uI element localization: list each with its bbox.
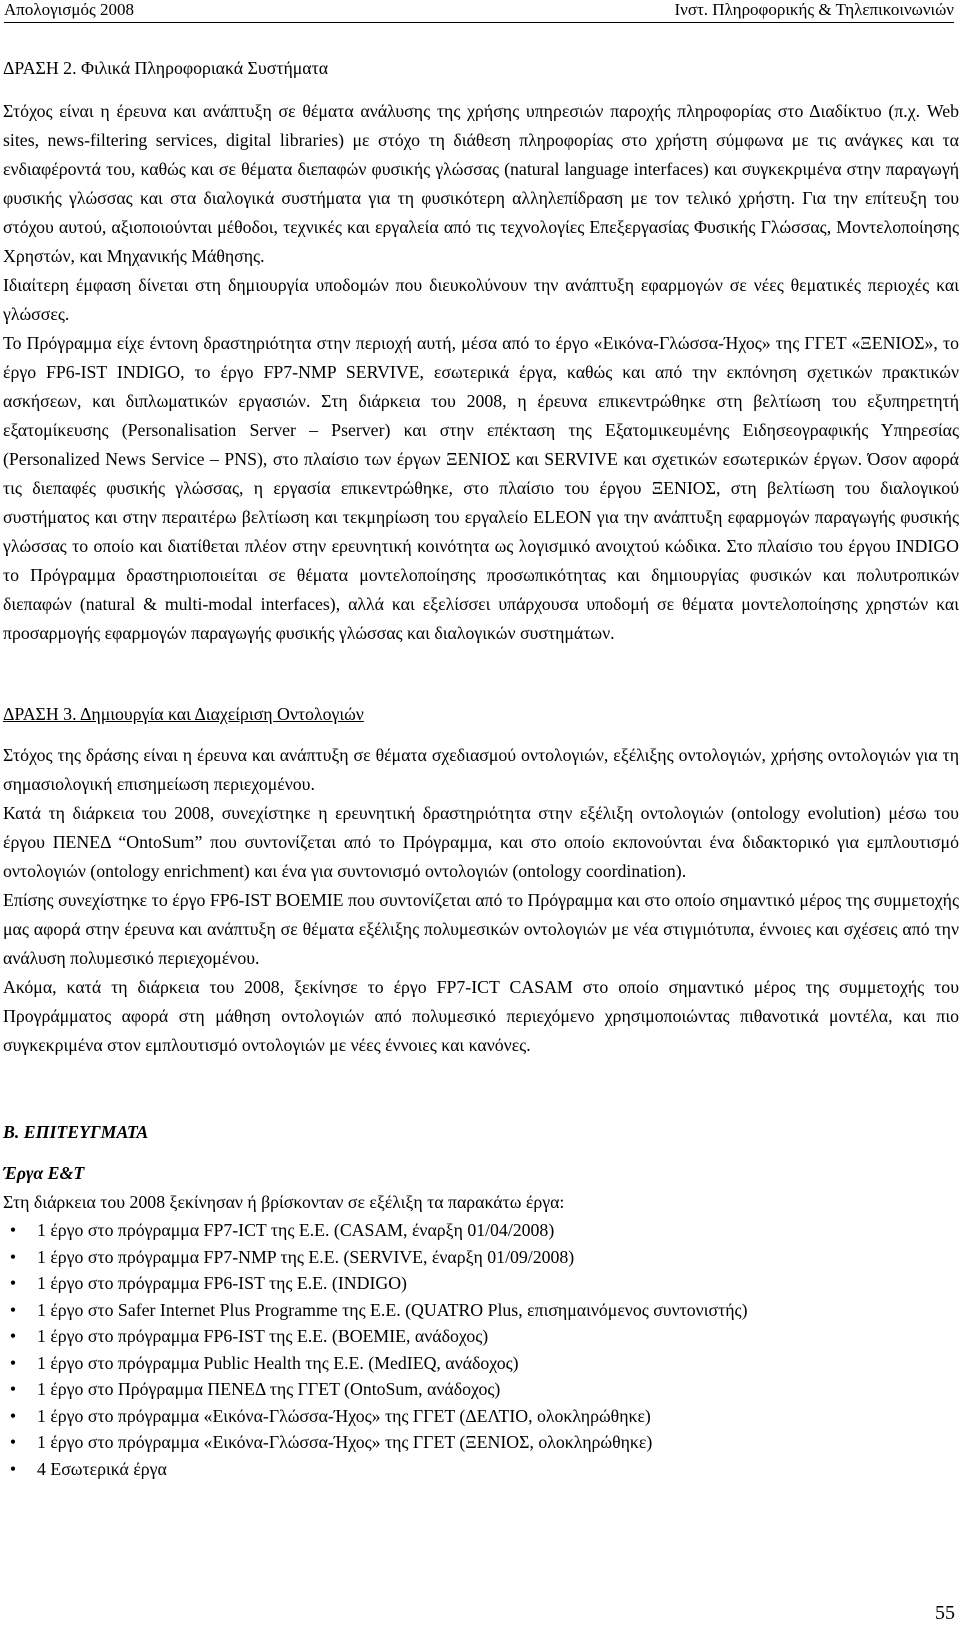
bullet-icon: • <box>9 1432 17 1452</box>
action2-title: ΔΡΑΣΗ 2. Φιλικά Πληροφοριακά Συστήματα <box>3 58 329 78</box>
list-item <box>3 1456 959 1483</box>
bullet-icon: • <box>9 1326 17 1346</box>
list-item <box>3 1376 959 1403</box>
list-item-text: 1 έργο στο πρόγραμμα «Εικόνα-Γλώσσα-Ήχος» της ΓΓΕΤ (ΞΕΝΙΟΣ, ολοκληρώθηκε) <box>37 1432 653 1452</box>
list-item <box>3 1323 959 1350</box>
action3-title: ΔΡΑΣΗ 3. Δημιουργία και Διαχείριση Οντολογιών <box>3 704 364 724</box>
bullet-icon: • <box>9 1299 17 1320</box>
list-item-text: 1 έργο στο πρόγραμμα FP6-IST της Ε.Ε. (INDIGO) <box>37 1273 407 1293</box>
bullet-icon: • <box>9 1273 17 1293</box>
list-item <box>3 1350 959 1377</box>
list-item-text: 1 έργο στο Safer Internet Plus Programme της Ε.Ε. (QUATRO Plus, επισημαινόμενος συντονιστής) <box>37 1299 748 1320</box>
list-item-text: 1 έργο στο πρόγραμμα Public Health της Ε.Ε. (MedIEQ, ανάδοχος) <box>37 1352 519 1373</box>
list-item <box>3 1403 959 1430</box>
section-b-intro: Στη διάρκεια του 2008 ξεκίνησαν ή βρίσκονταν σε εξέλιξη τα παρακάτω έργα: <box>3 1192 565 1212</box>
running-header <box>4 0 954 23</box>
section-b-title: Β. ΕΠΙΤΕΥΓΜΑΤΑ <box>3 1122 149 1142</box>
list-item-text: 1 έργο στο πρόγραμμα FP7-NMP της Ε.Ε. (SERVIVE, έναρξη 01/09/2008) <box>37 1246 575 1267</box>
list-item-text: 1 έργο στο Πρόγραμμα ΠΕΝΕΔ της ΓΓΕΤ (OntoSum, ανάδοχος) <box>37 1379 501 1399</box>
document-body <box>3 54 959 1482</box>
action3-paragraph: Ακόμα, κατά τη διάρκεια του 2008, ξεκίνησε το έργο FP7-ICT CASAM στο οποίο σημαντικό μέρος της συμμετοχής του Προγράμματος αφορά στη μάθηση οντολογιών από πολυμεσικό περιεχόμενο χρησιμοποιώντας πιθανοτικά μοντέλα, και πιο συγκεκριμένα στον εμπλουτισμό οντολογιών με νέες έννοιες και κανόνες. <box>3 977 959 1055</box>
bullet-icon: • <box>9 1458 17 1479</box>
section-b-subtitle: Έργα Ε&Τ <box>3 1163 85 1183</box>
bullet-icon: • <box>9 1379 17 1399</box>
bullet-icon: • <box>9 1220 17 1240</box>
bullet-icon: • <box>9 1405 17 1426</box>
page-number: 55 <box>935 1602 955 1624</box>
list-item <box>3 1270 959 1297</box>
action2-paragraph: Ιδιαίτερη έμφαση δίνεται στη δημιουργία υποδομών που διευκολύνουν την ανάπτυξη εφαρμογών σε νέες θεματικές περιοχές και γλώσσες. <box>3 275 959 324</box>
action3-paragraph: Επίσης συνεχίστηκε το έργο FP6-IST BOEMIE που συντονίζεται από το Πρόγραμμα και στο οποίο σημαντικό μέρος της συμμετοχής μας αφορά στην έρευνα και ανάπτυξη σε θέματα εξέλιξης πολυμεσικών οντολογιών με νέα στιγμιότυπα, έννοιες και σχέσεις από την ανάλυση πολυμεσικό περιεχομένου. <box>3 890 959 968</box>
action3-paragraph: Κατά τη διάρκεια του 2008, συνεχίστηκε η ερευνητική δραστηριότητα στην εξέλιξη οντολογιών (ontology evolution) μέσω του έργου ΠΕΝΕΔ “OntoSum” που συντονίζεται από το Πρόγραμμα, και στο οποίο εκπονούνται ένα διδακτορικό για εμπλουτισμό οντολογιών (ontology enrichment) και ένα για συντονισμό οντολογιών (ontology coordination). <box>3 803 959 881</box>
list-item-text: 1 έργο στο πρόγραμμα «Εικόνα-Γλώσσα-Ήχος» της ΓΓΕΤ (ΔΕΛΤΙΟ, ολοκληρώθηκε) <box>37 1405 651 1426</box>
list-item-text: 4 Εσωτερικά έργα <box>37 1458 167 1479</box>
action2-paragraph: Στόχος είναι η έρευνα και ανάπτυξη σε θέματα ανάλυσης της χρήσης υπηρεσιών παροχής πληροφορίας στο Διαδίκτυο (π.χ. Web sites, news-filtering services, digital libraries) με στόχο τη διάθεση πληροφορίας στο χρήστη σύμφωνα με τις ανάγκες και τα ενδιαφέροντά του, καθώς και σε θέματα διεπαφών φυσικής γλώσσας (natural language interfaces) και συγκεκριμένα στην παραγωγή φυσικής γλώσσας και στα διαλογικά συστήματα για τη φυσικότερη αλληλεπίδραση με τον τελικό χρήστη. Για την επίτευξη του στόχου αυτού, αξιοποιούνται μέθοδοι, τεχνικές και εργαλεία από τις τεχνολογίες Επεξεργασίας Φυσικής Γλώσσας, Μοντελοποίησης Χρηστών, και Μηχανικής Μάθησης. <box>3 101 959 266</box>
projects-list <box>3 1217 959 1482</box>
bullet-icon: • <box>9 1246 17 1267</box>
list-item <box>3 1297 959 1324</box>
header-right: Ινστ. Πληροφορικής & Τηλεπικοινωνιών <box>674 0 954 19</box>
list-item <box>3 1217 959 1244</box>
action3-paragraph: Στόχος της δράσης είναι η έρευνα και ανάπτυξη σε θέματα σχεδιασμού οντολογιών, εξέλιξης οντολογιών, χρήσης οντολογιών για τη σημασιολογική επισημείωση περιεχομένου. <box>3 745 959 794</box>
action2-paragraph: Το Πρόγραμμα είχε έντονη δραστηριότητα στην περιοχή αυτή, μέσα από το έργο «Εικόνα-Γλώσσα-Ήχος» της ΓΓΕΤ «ΞΕΝΙΟΣ», το έργο FP6-IST INDIGO, το έργο FP7-NMP SERVIVE, εσωτερικά έργα, καθώς και από την εκπόνηση σχετικών πρακτικών ασκήσεων, και διπλωματικών εργασιών. Στη διάρκεια του 2008, η έρευνα επικεντρώθηκε στη βελτίωση του εξυπηρετητή εξατομίκευσης (Personalisation Server – Pserver) και στην επέκταση της Εξατομικευμένης Ειδησεογραφικής Υπηρεσίας (Personalized News Service – PNS), στο πλαίσιο των έργων ΞΕΝΙΟΣ και SERVIVE και σχετικών εσωτερικών έργων. Όσον αφορά τις διεπαφές φυσικής γλώσσας, η εργασία επικεντρώθηκε, στο πλαίσιο του έργου ΞΕΝΙΟΣ, στη βελτίωση του διαλογικού συστήματος και στην περαιτέρω βελτίωση και τεκμηρίωση του εργαλείο ELEON για την ανάπτυξη εφαρμογών παραγωγής φυσικής γλώσσας το οποίο και διατίθεται πλέον στην ερευνητική κοινότητα ως λογισμικό ανοιχτού κώδικα. Στο πλαίσιο του έργου INDIGO το Πρόγραμμα δραστηριοποιείται σε θέματα μοντελοποίησης προσωπικότητας και δημιουργίας φυσικών και πολυτροπικών διεπαφών (natural & multi-modal interfaces), αλλά και εξελίσσει υπάρχουσα υποδομή σε θέματα μοντελοποίησης χρηστών και προσαρμογής εφαρμογών παραγωγής φυσικής γλώσσας και διαλογικών συστημάτων. <box>3 333 959 643</box>
list-item-text: 1 έργο στο πρόγραμμα FP6-IST της Ε.Ε. (BOEMIE, ανάδοχος) <box>37 1326 489 1346</box>
list-item <box>3 1244 959 1271</box>
list-item-text: 1 έργο στο πρόγραμμα FP7-ICT της Ε.Ε. (CASAM, έναρξη 01/04/2008) <box>37 1220 555 1240</box>
list-item <box>3 1429 959 1456</box>
bullet-icon: • <box>9 1352 17 1373</box>
header-left: Απολογισμός 2008 <box>4 0 134 19</box>
